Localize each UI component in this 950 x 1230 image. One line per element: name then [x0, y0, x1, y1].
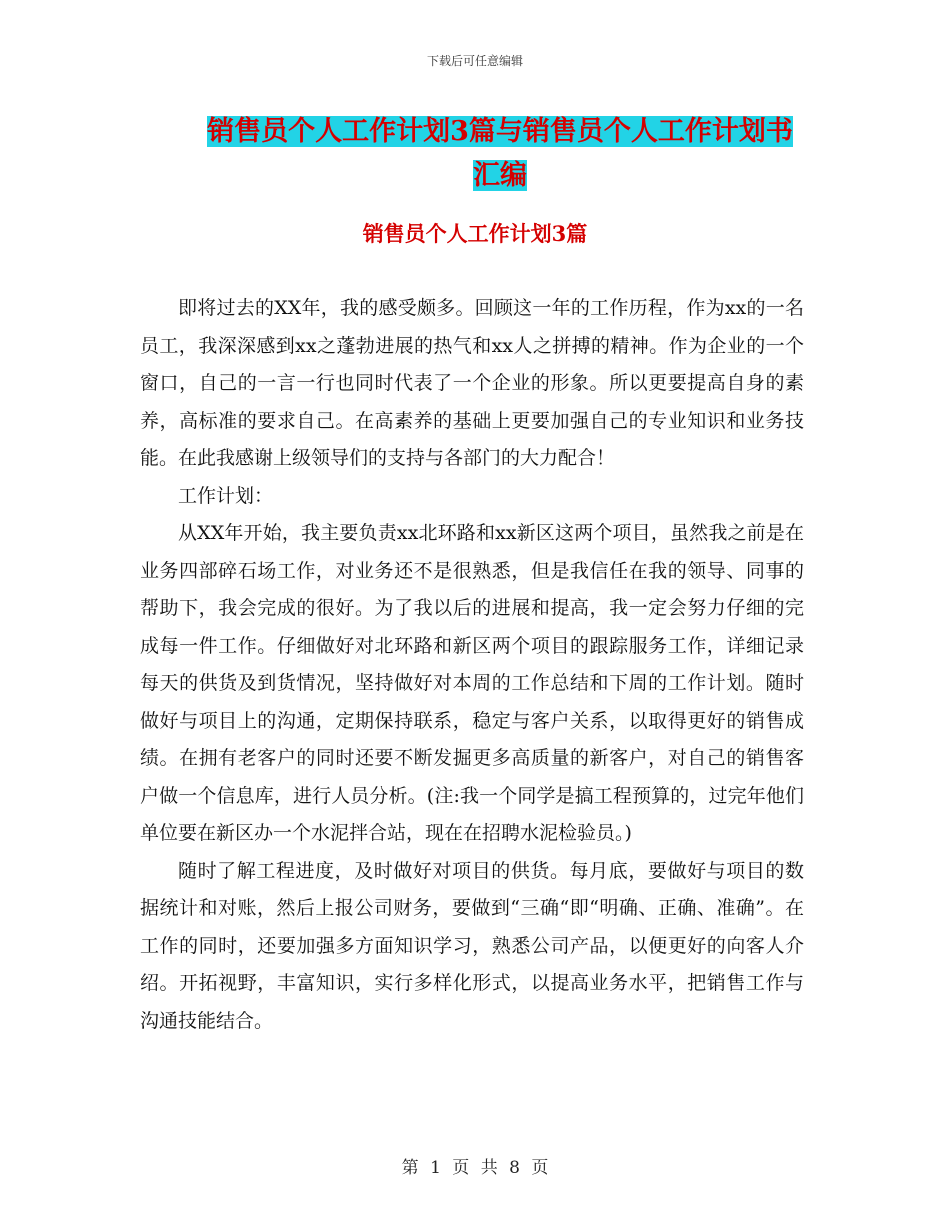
paragraph: 即将过去的XX年，我的感受颇多。回顾这一年的工作历程，作为xx的一名员工，我深深感到xx之蓬勃进展的热气和xx人之拼搏的精神。作为企业的一个窗口，自己的一言一行也同时代表了一个企业的形象。所以更要提高自身的素养，高标准的要求自己。在高素养的基础上更要加强自己的专业知识和业务技能。在此我感谢上级领导们的支持与各部门的大力配合！: [140, 297, 804, 469]
paragraph: 随时了解工程进度，及时做好对项目的供货。每月底，要做好与项目的数据统计和对账，然后上报公司财务，要做到“三确“即“明确、正确、准确”。在工作的同时，还要加强多方面知识学习，熟悉公司产品，以便更好的向客人介绍。开拓视野，丰富知识，实行多样化形式，以提高业务水平，把销售工作与沟通技能结合。: [140, 859, 804, 1032]
document-body: [140, 290, 804, 1040]
page-header-note: 下载后可任意编辑: [426, 54, 523, 68]
page-number-footer: 第 1 页 共 8 页: [401, 1158, 549, 1178]
paragraph: 从XX年开始，我主要负责xx北环路和xx新区这两个项目，虽然我之前是在业务四部碎石场工作，对业务还不是很熟悉，但是我信任在我的领导、同事的帮助下，我会完成的很好。为了我以后的进展和提高，我一定会努力仔细的完成每一件工作。仔细做好对北环路和新区两个项目的跟踪服务工作，详细记录每天的供货及到货情况，坚持做好对本周的工作总结和下周的工作计划。随时做好与项目上的沟通，定期保持联系，稳定与客户关系，以取得更好的销售成绩。在拥有老客户的同时还要不断发掘更多高质量的新客户，对自己的销售客户做一个信息库，进行人员分析。(注:我一个同学是搞工程预算的，过完年他们单位要在新区办一个水泥拌合站，现在在招聘水泥检验员。): [140, 522, 804, 844]
document-title-text: 销售员个人工作计划3篇与销售员个人工作计划书汇编: [207, 116, 793, 191]
paragraph: 工作计划：: [178, 484, 274, 507]
section-title: 销售员个人工作计划3篇: [362, 221, 588, 246]
document-title: [195, 110, 805, 198]
